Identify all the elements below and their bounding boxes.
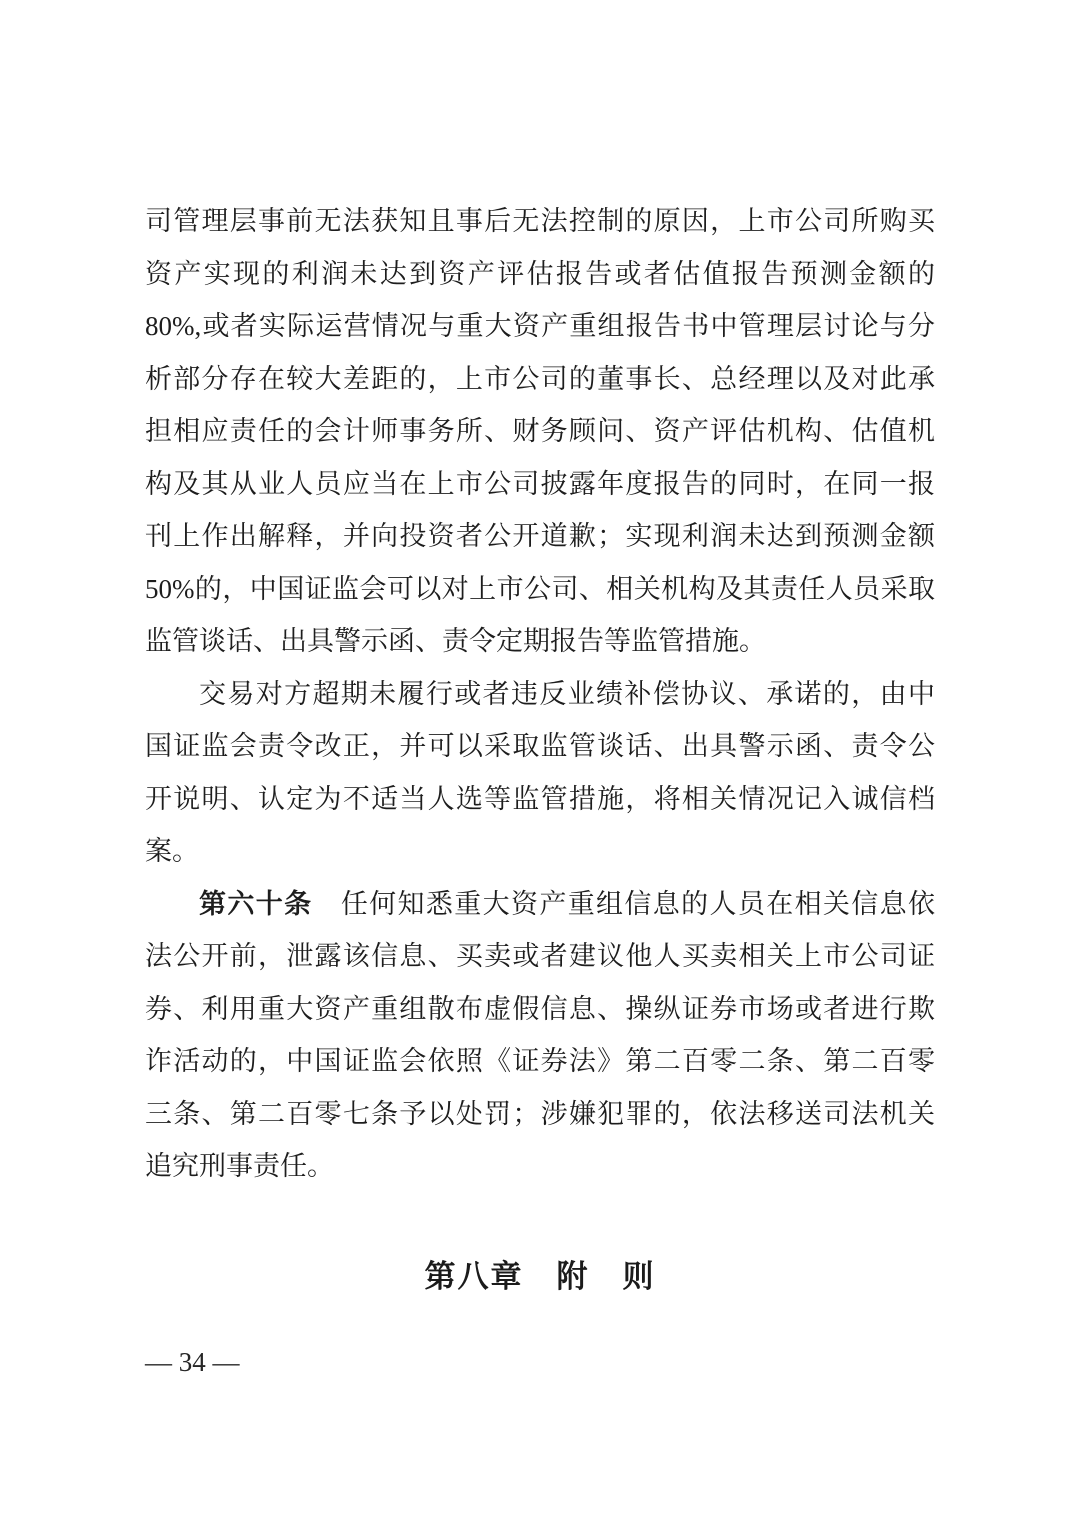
article-60-paragraph bbox=[145, 878, 935, 1193]
text-line: 构及其从业人员应当在上市公司披露年度报告的同时，在同一报 bbox=[145, 468, 935, 499]
text-line bbox=[145, 878, 935, 931]
text-line: 监管谈话、出具警示函、责令定期报告等监管措施。 bbox=[145, 626, 766, 656]
text-line: 刊上作出解释，并向投资者公开道歉；实现利润未达到预测金额 bbox=[145, 521, 935, 551]
text-line: 案。 bbox=[145, 836, 199, 866]
article-first-line-text: 任何知悉重大资产重组信息的人员在相关信息依 bbox=[312, 888, 936, 919]
page-body bbox=[145, 195, 935, 1303]
text-line: 50%的，中国证监会可以对上市公司、相关机构及其责任人员采取 bbox=[145, 573, 935, 604]
text-line: 析部分存在较大差距的，上市公司的董事长、总经理以及对此承 bbox=[145, 363, 935, 394]
text-line: 诈活动的，中国证监会依照《证券法》第二百零二条、第二百零 bbox=[145, 1046, 935, 1076]
text-line: 资产实现的利润未达到资产评估报告或者估值报告预测金额的 bbox=[145, 258, 935, 289]
text-line: 券、利用重大资产重组散布虚假信息、操纵证券市场或者进行欺 bbox=[145, 993, 935, 1024]
text-line: 开说明、认定为不适当人选等监管措施，将相关情况记入诚信档 bbox=[145, 783, 935, 814]
text-line: 追究刑事责任。 bbox=[145, 1151, 334, 1181]
text-line: 国证监会责令改正，并可以采取监管谈话、出具警示函、责令公 bbox=[145, 731, 935, 761]
paragraph-continuation bbox=[145, 195, 935, 668]
text-line: 80%,或者实际运营情况与重大资产重组报告书中管理层讨论与分 bbox=[145, 311, 935, 341]
chapter-heading: 第八章 附 则 bbox=[424, 1258, 656, 1294]
article-number: 第六十条 bbox=[199, 888, 313, 919]
paragraph-2 bbox=[145, 668, 935, 878]
page-number: — 34 — bbox=[145, 1347, 240, 1377]
text-line: 担相应责任的会计师事务所、财务顾问、资产评估机构、估值机 bbox=[145, 416, 935, 446]
text-line: 司管理层事前无法获知且事后无法控制的原因，上市公司所购买 bbox=[145, 206, 935, 236]
text-line: 三条、第二百零七条予以处罚；涉嫌犯罪的，依法移送司法机关 bbox=[145, 1098, 935, 1129]
text-line: 交易对方超期未履行或者违反业绩补偿协议、承诺的，由中 bbox=[199, 678, 935, 709]
text-line: 法公开前，泄露该信息、买卖或者建议他人买卖相关上市公司证 bbox=[145, 941, 935, 971]
